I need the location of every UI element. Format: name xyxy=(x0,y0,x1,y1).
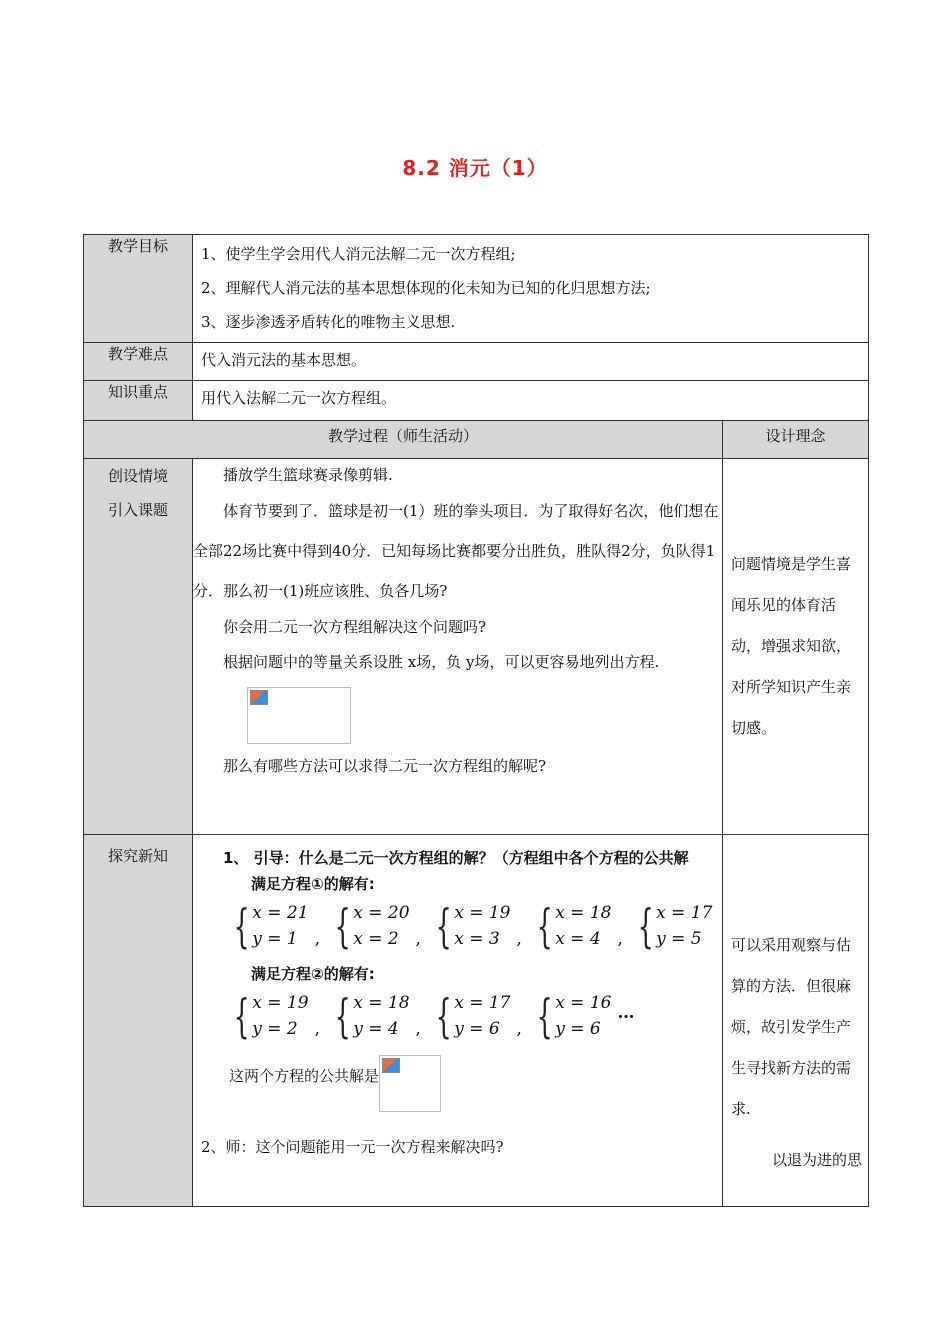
common-solution-image-placeholder xyxy=(379,1055,441,1112)
eq1-label: 满足方程①的解有: xyxy=(251,875,375,893)
difficulty-label: 教学难点 xyxy=(84,343,193,381)
broken-image-icon xyxy=(382,1058,400,1073)
eq1-solution-4: { x = 18 x = 4 xyxy=(536,899,612,953)
goals-label: 教学目标 xyxy=(84,235,193,343)
question-2: 2、师：这个问题能用一元一次方程来解决吗? xyxy=(201,1138,504,1156)
intro-label-1: 创设情境 xyxy=(107,467,168,485)
row-intro xyxy=(84,459,869,835)
row-key xyxy=(84,381,869,421)
difficulty-text: 代入消元法的基本思想。 xyxy=(201,351,367,369)
intro-label-2: 引入课题 xyxy=(107,501,168,519)
common-solution-text: 这两个方程的公共解是 xyxy=(229,1067,380,1085)
broken-image-icon xyxy=(250,690,268,705)
ellipsis: … xyxy=(617,1003,635,1023)
explore-design-text: 可以采用观察与估算的方法．但很麻烦，故引发学生产生寻找新方法的需求. xyxy=(731,936,852,1118)
row-header xyxy=(84,421,869,459)
row-explore xyxy=(84,835,869,1207)
intro-label xyxy=(84,459,193,835)
intro-p5: 那么有哪些方法可以求得二元一次方程组的解呢? xyxy=(223,757,547,775)
eq1-solution-1: { x = 21 y = 1 xyxy=(233,899,309,953)
row-difficulty xyxy=(84,343,869,381)
intro-p2: 体育节要到了．篮球是初一(1）班的拳头项目．为了取得好名次，他们想在全部22场比赛中得到40分．已知每场比赛都要分出胜负，胜队得2分，负队得1分．那么初一(1)班应该胜、负各几场? xyxy=(193,502,719,600)
explore-guide: 1、 引导：什么是二元一次方程组的解？（方程组中各个方程的公共解 xyxy=(223,849,689,867)
intro-design-text: 问题情境是学生喜闻乐见的体育活动，增强求知欲，对所学知识产生亲切感。 xyxy=(731,555,852,737)
goal-item-2: 2、理解代人消元法的基本思想体现的化未知为已知的化归思想方法; xyxy=(201,279,651,297)
goal-item-3: 3、逐步渗透矛盾转化的唯物主义思想. xyxy=(201,313,456,331)
lesson-plan-table xyxy=(83,234,869,1207)
eq1-solution-5: { x = 17 y = 5 xyxy=(637,899,713,953)
eq2-solution-2: { x = 18 y = 4 xyxy=(334,989,410,1043)
eq2-solutions: { x = 19 y = 2 , { x = 18 y = 4 , { x = 17 y = 6 , { x = 16 y = 6 … xyxy=(227,987,722,1045)
key-text: 用代入法解二元一次方程组。 xyxy=(201,389,397,407)
eq2-label: 满足方程②的解有: xyxy=(251,965,375,983)
explore-label: 探究新知 xyxy=(84,835,193,1207)
eq2-solution-4: { x = 16 y = 6 xyxy=(536,989,612,1043)
key-label: 知识重点 xyxy=(84,381,193,421)
eq2-solution-1: { x = 19 y = 2 xyxy=(233,989,309,1043)
design-header: 设计理念 xyxy=(723,421,869,459)
goal-item-1: 1、使学生学会用代人消元法解二元一次方程组; xyxy=(201,245,516,263)
eq1-solutions: { x = 21 y = 1 , { x = 20 x = 2 , { x = 19 x = 3 , { x = 18 x = 4 , { x = 17 y = 5 xyxy=(227,897,722,955)
intro-p4: 根据问题中的等量关系设胜 x场，负 y场，可以更容易地列出方程. xyxy=(223,653,660,671)
page-title: 8.2 消元（1） xyxy=(402,156,548,180)
explore-design-text-2: 以退为进的思 xyxy=(772,1151,863,1169)
common-solution-row xyxy=(229,1055,722,1112)
eq2-solution-3: { x = 17 y = 6 xyxy=(435,989,511,1043)
row-goals xyxy=(84,235,869,343)
intro-p1: 播放学生篮球赛录像剪辑. xyxy=(223,466,393,484)
equation-image-placeholder xyxy=(247,687,351,744)
eq1-solution-3: { x = 19 x = 3 xyxy=(435,899,511,953)
intro-p3: 你会用二元一次方程组解决这个问题吗? xyxy=(223,618,487,636)
eq1-solution-2: { x = 20 x = 2 xyxy=(334,899,410,953)
process-header: 教学过程（师生活动） xyxy=(84,421,723,459)
